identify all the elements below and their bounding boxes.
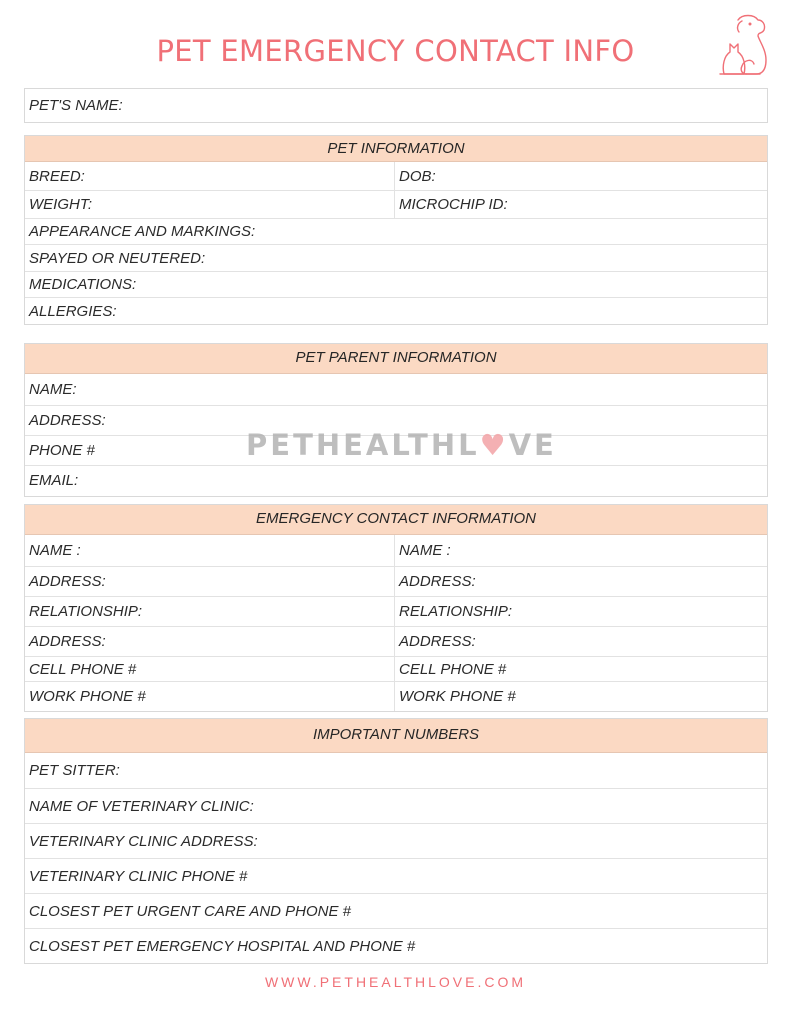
- vet-clinic-name-field[interactable]: [25, 789, 767, 823]
- pet-name-label: PET'S NAME:: [29, 97, 123, 114]
- parent-name-field[interactable]: [25, 374, 767, 405]
- appearance-field[interactable]: [25, 219, 767, 244]
- dob-field[interactable]: [395, 162, 767, 190]
- ec1-address2-label: ADDRESS:: [29, 633, 106, 650]
- ec2-cell-phone-field[interactable]: [395, 657, 767, 681]
- ec2-name-label: NAME :: [399, 542, 451, 559]
- ec1-address-field[interactable]: [25, 567, 395, 596]
- ec2-address-field[interactable]: [395, 567, 767, 596]
- parent-name-label: NAME:: [29, 381, 77, 398]
- pet-sitter-label: PET SITTER:: [29, 762, 120, 779]
- important-numbers-heading: IMPORTANT NUMBERS: [25, 719, 767, 753]
- ec1-relationship-label: RELATIONSHIP:: [29, 603, 143, 620]
- allergies-label: ALLERGIES:: [29, 302, 117, 320]
- ec2-relationship-field[interactable]: [395, 597, 767, 626]
- medications-field[interactable]: [25, 272, 767, 297]
- ec1-relationship-field[interactable]: [25, 597, 395, 626]
- page-title: PET EMERGENCY CONTACT INFO: [156, 34, 635, 68]
- emergency-contact-section: [24, 504, 768, 712]
- heart-icon: ♥: [479, 428, 509, 462]
- pet-information-heading: PET INFORMATION: [25, 136, 767, 162]
- urgent-care-label: CLOSEST PET URGENT CARE AND PHONE #: [29, 902, 352, 920]
- microchip-field[interactable]: [395, 191, 767, 218]
- vet-clinic-address-field[interactable]: [25, 824, 767, 858]
- emergency-hospital-label: CLOSEST PET EMERGENCY HOSPITAL AND PHONE #: [29, 937, 416, 955]
- ec2-work-phone-label: WORK PHONE #: [399, 688, 516, 705]
- ec2-work-phone-field[interactable]: [395, 682, 767, 711]
- ec1-name-field[interactable]: [25, 535, 395, 566]
- vet-clinic-phone-field[interactable]: [25, 859, 767, 893]
- ec2-cell-phone-label: CELL PHONE #: [399, 660, 507, 678]
- watermark-text-right: VE: [508, 428, 557, 462]
- urgent-care-field[interactable]: [25, 894, 767, 928]
- watermark-text-left: PETHEALTHL: [246, 428, 480, 462]
- emergency-contact-heading: EMERGENCY CONTACT INFORMATION: [25, 505, 767, 535]
- important-numbers-section: [24, 718, 768, 964]
- pet-parent-heading: PET PARENT INFORMATION: [25, 344, 767, 374]
- breed-field[interactable]: [25, 162, 395, 190]
- parent-phone-label: PHONE #: [29, 442, 95, 459]
- ec1-work-phone-field[interactable]: [25, 682, 395, 711]
- ec2-address2-field[interactable]: [395, 627, 767, 656]
- dog-cat-logo-icon: [716, 12, 770, 78]
- pethealthlove-watermark: [246, 427, 556, 463]
- ec2-address2-label: ADDRESS:: [399, 633, 476, 650]
- pet-name-section: [24, 88, 768, 123]
- pet-information-section: [24, 135, 768, 325]
- pet-sitter-field[interactable]: [25, 753, 767, 788]
- vet-clinic-phone-label: VETERINARY CLINIC PHONE #: [29, 867, 248, 885]
- ec1-name-label: NAME :: [29, 542, 81, 559]
- vet-clinic-name-label: NAME OF VETERINARY CLINIC:: [29, 797, 254, 815]
- allergies-field[interactable]: [25, 298, 767, 324]
- spayed-label: SPAYED OR NEUTERED:: [29, 249, 206, 267]
- ec2-relationship-label: RELATIONSHIP:: [399, 603, 513, 620]
- parent-email-field[interactable]: [25, 466, 767, 495]
- weight-field[interactable]: [25, 191, 395, 218]
- ec2-address-label: ADDRESS:: [399, 573, 476, 590]
- weight-label: WEIGHT:: [29, 196, 93, 213]
- parent-address-label: ADDRESS:: [29, 412, 106, 429]
- ec1-cell-phone-field[interactable]: [25, 657, 395, 681]
- ec1-address2-field[interactable]: [25, 627, 395, 656]
- medications-label: MEDICATIONS:: [29, 276, 137, 293]
- microchip-label: MICROCHIP ID:: [399, 196, 508, 213]
- breed-label: BREED:: [29, 167, 85, 185]
- dob-label: DOB:: [399, 167, 436, 185]
- pet-name-field[interactable]: [25, 89, 767, 122]
- ec1-address-label: ADDRESS:: [29, 573, 106, 590]
- footer-website: WWW.PETHEALTHLOVE.COM: [264, 974, 527, 990]
- spayed-field[interactable]: [25, 245, 767, 271]
- vet-clinic-address-label: VETERINARY CLINIC ADDRESS:: [29, 832, 258, 850]
- emergency-hospital-field[interactable]: [25, 929, 767, 963]
- pet-parent-section: [24, 343, 768, 497]
- parent-email-label: EMAIL:: [29, 472, 79, 489]
- appearance-label: APPEARANCE AND MARKINGS:: [29, 223, 256, 240]
- ec1-work-phone-label: WORK PHONE #: [29, 688, 146, 705]
- ec2-name-field[interactable]: [395, 535, 767, 566]
- ec1-cell-phone-label: CELL PHONE #: [29, 660, 137, 678]
